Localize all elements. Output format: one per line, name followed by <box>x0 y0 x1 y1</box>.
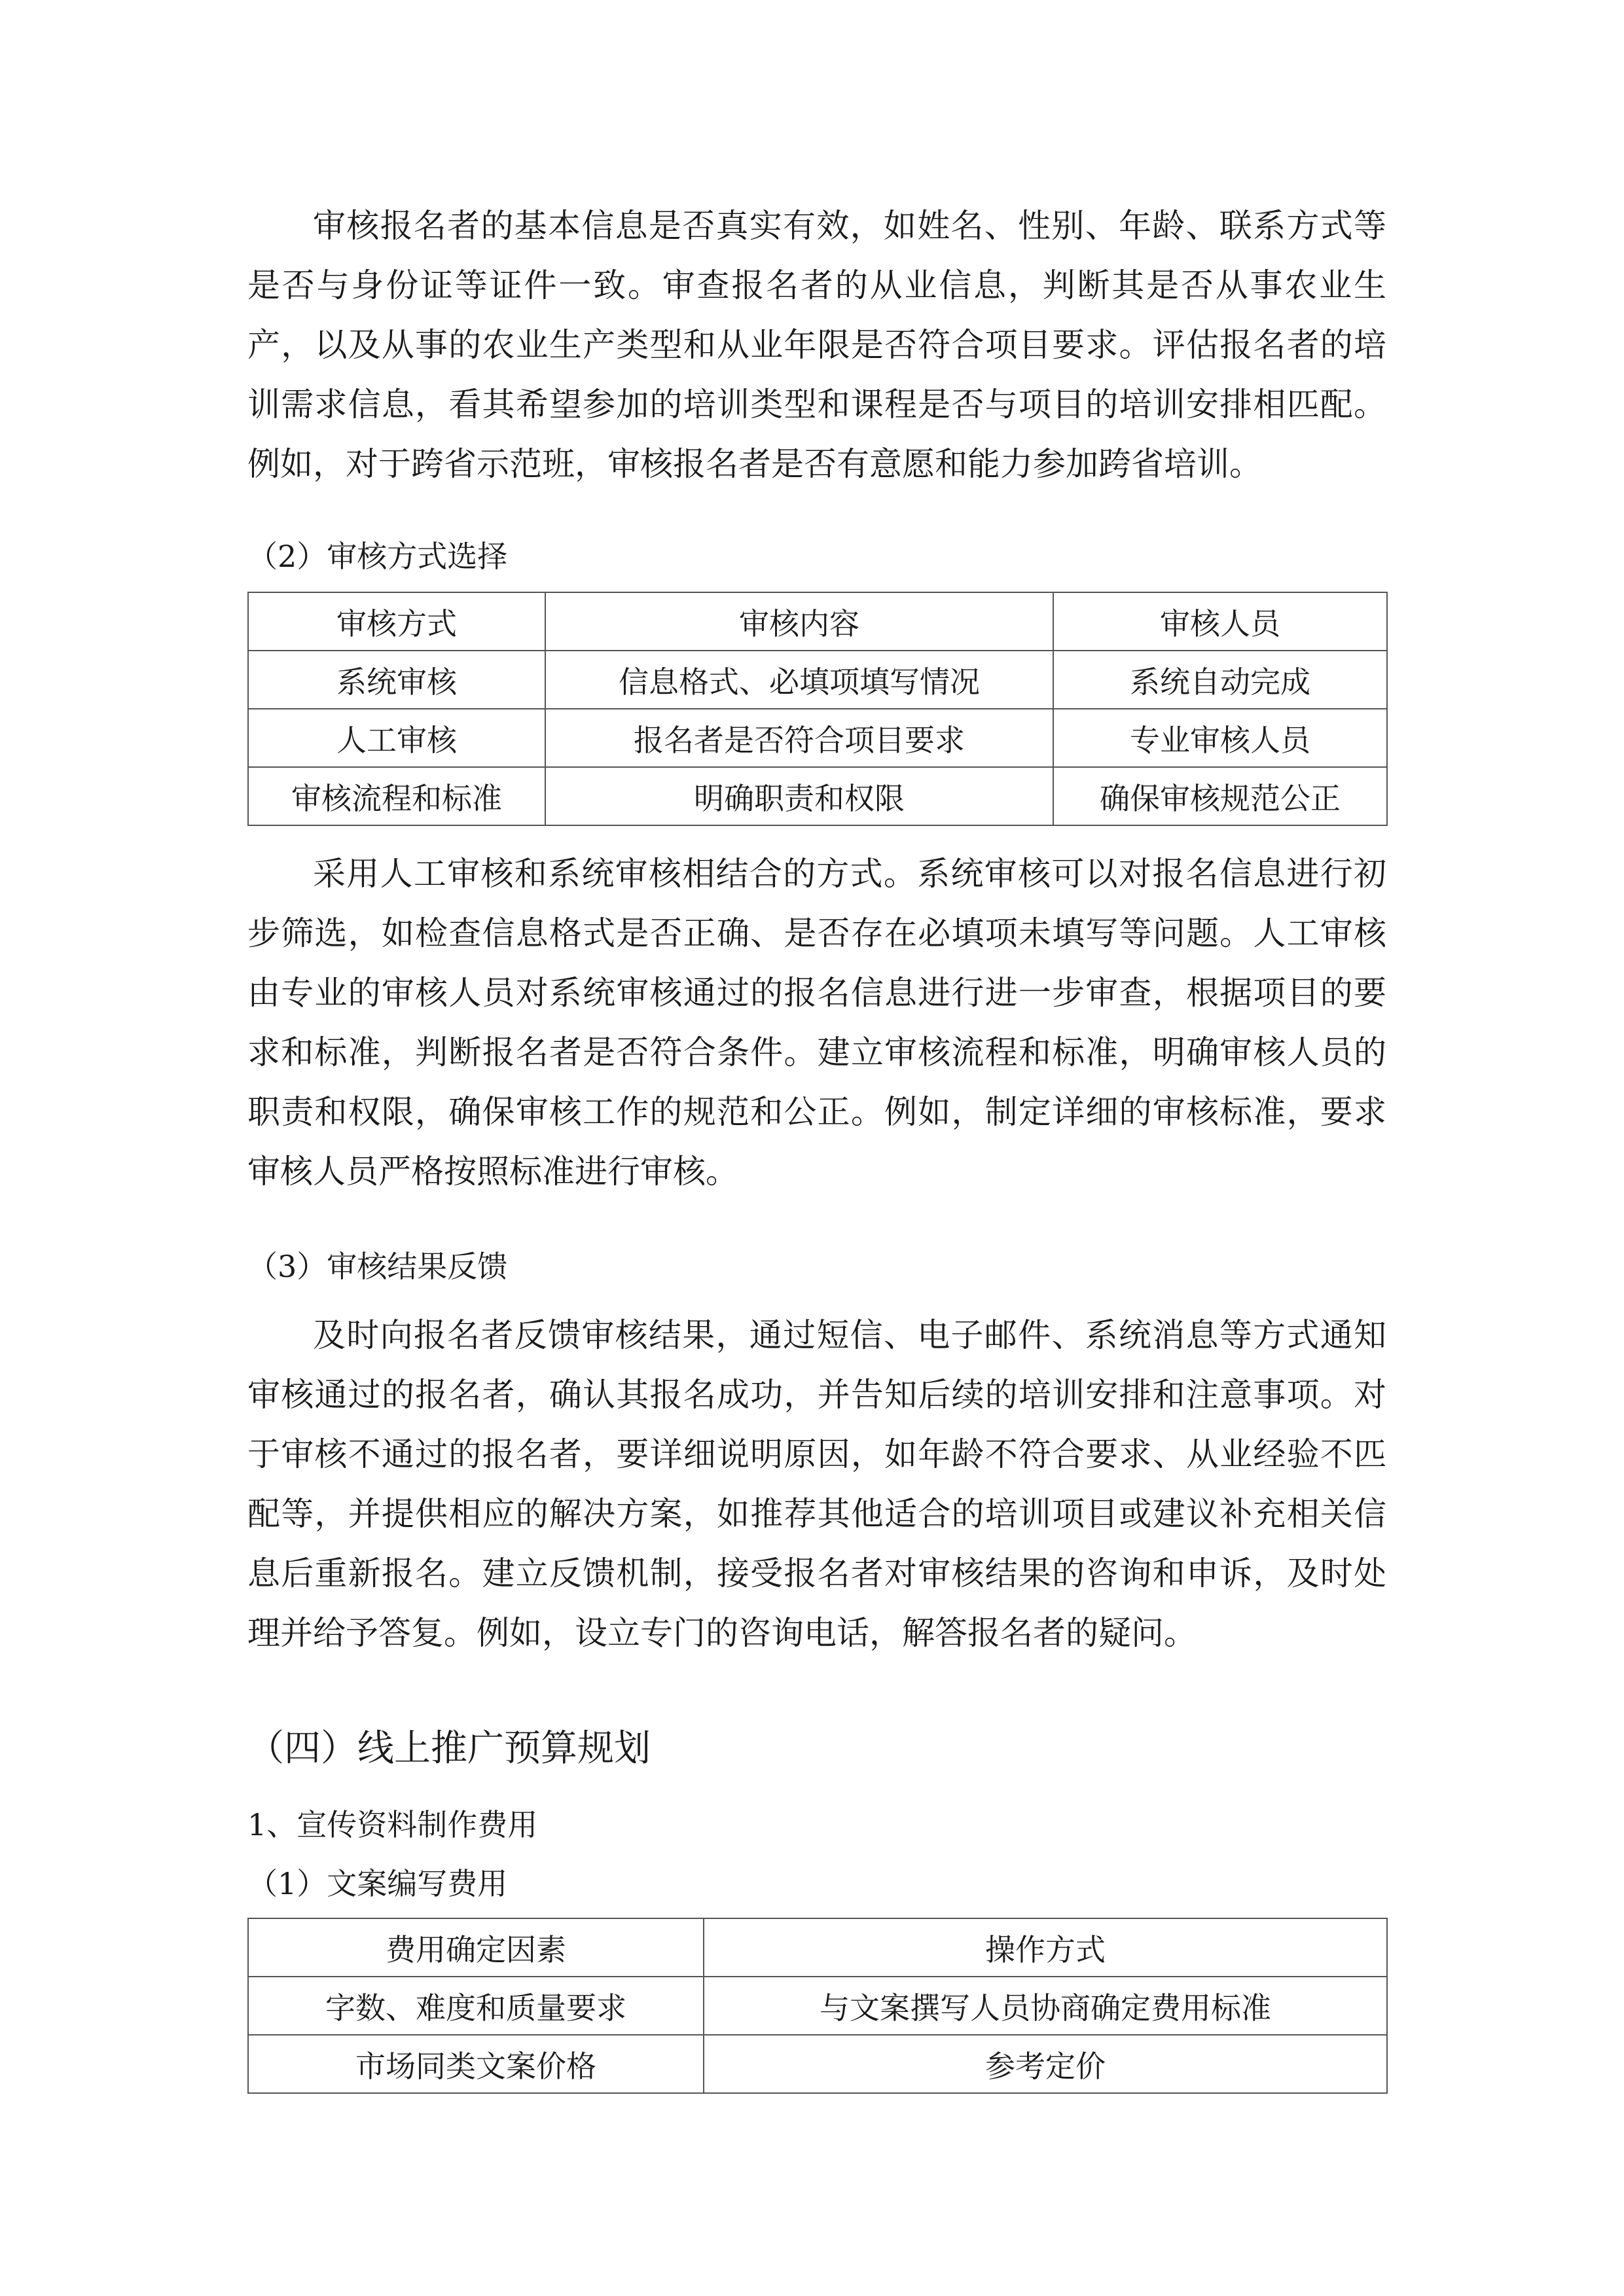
table-cell: 人工审核 <box>248 709 545 767</box>
heading-audit-feedback: （3）审核结果反馈 <box>247 1249 508 1284</box>
table-cell: 专业审核人员 <box>1053 709 1387 767</box>
audit-method-table <box>247 592 1388 826</box>
table-header-row <box>248 1918 1387 1977</box>
table-row <box>248 767 1387 825</box>
table-cell: 信息格式、必填项填写情况 <box>545 651 1053 709</box>
heading-copywriting-cost: （1）文案编写费用 <box>247 1866 508 1901</box>
table-cell: 与文案撰写人员协商确定费用标准 <box>704 1977 1387 2035</box>
table-header-cell: 审核内容 <box>545 592 1053 651</box>
table-row <box>248 651 1387 709</box>
table-header-row <box>248 592 1387 651</box>
table-cell: 系统审核 <box>248 651 545 709</box>
table-cell: 参考定价 <box>704 2035 1387 2093</box>
table-row <box>248 1977 1387 2035</box>
paragraph-audit-approach: 采用人工审核和系统审核相结合的方式。系统审核可以对报名信息进行初步筛选，如检查信息格式是否正确、是否存在必填项未填写等问题。人工审核由专业的审核人员对系统审核通过的报名信息进行进一步审查，根据项目的要求和标准，判断报名者是否符合条件。建立审核流程和标准，明确审核人员的职责和权限，确保审核工作的规范和公正。例如，制定详细的审核标准，要求审核人员严格按照标准进行审核。 <box>247 855 1386 1191</box>
table-row <box>248 2035 1387 2093</box>
table-row <box>248 709 1387 767</box>
table-header-cell: 费用确定因素 <box>248 1918 704 1977</box>
table-cell: 审核流程和标准 <box>248 767 545 825</box>
heading-audit-method: （2）审核方式选择 <box>247 539 508 574</box>
copywriting-cost-table <box>247 1918 1388 2094</box>
table-cell: 报名者是否符合项目要求 <box>545 709 1053 767</box>
heading-section-four: （四）线上推广预算规划 <box>247 1727 651 1770</box>
table-cell: 明确职责和权限 <box>545 767 1053 825</box>
heading-item-one: 1、宣传资料制作费用 <box>247 1807 538 1842</box>
paragraph-feedback: 及时向报名者反馈审核结果，通过短信、电子邮件、系统消息等方式通知审核通过的报名者，确认其报名成功，并告知后续的培训安排和注意事项。对于审核不通过的报名者，要详细说明原因，如年龄不符合要求、从业经验不匹配等，并提供相应的解决方案，如推荐其他适合的培训项目或建议补充相关信息后重新报名。建立反馈机制，接受报名者对审核结果的咨询和申诉，及时处理并给予答复。例如，设立专门的咨询电话，解答报名者的疑问。 <box>247 1316 1386 1652</box>
table-cell: 确保审核规范公正 <box>1053 767 1387 825</box>
paragraph-audit-info: 审核报名者的基本信息是否真实有效，如姓名、性别、年龄、联系方式等是否与身份证等证件一致。审查报名者的从业信息，判断其是否从事农业生产，以及从事的农业生产类型和从业年限是否符合项目要求。评估报名者的培训需求信息，看其希望参加的培训类型和课程是否与项目的培训安排相匹配。例如，对于跨省示范班，审核报名者是否有意愿和能力参加跨省培训。 <box>247 207 1386 483</box>
table-header-cell: 审核方式 <box>248 592 545 651</box>
table-cell: 字数、难度和质量要求 <box>248 1977 704 2035</box>
table-cell: 系统自动完成 <box>1053 651 1387 709</box>
table-header-cell: 审核人员 <box>1053 592 1387 651</box>
table-cell: 市场同类文案价格 <box>248 2035 704 2093</box>
table-header-cell: 操作方式 <box>704 1918 1387 1977</box>
